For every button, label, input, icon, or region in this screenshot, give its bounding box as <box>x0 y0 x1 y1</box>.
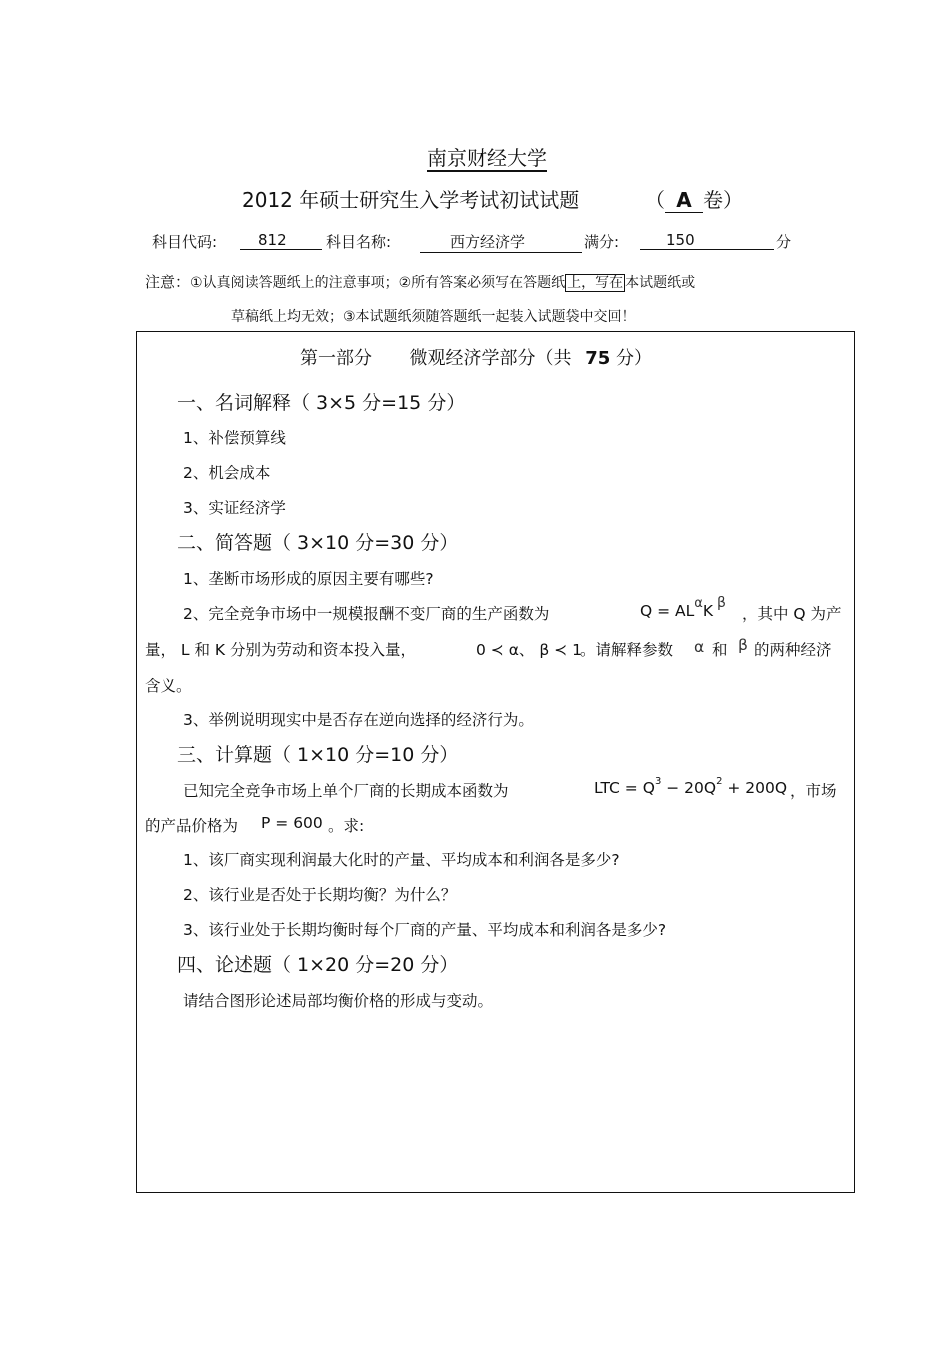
notice-boxed-text: 上，写在 <box>567 275 624 291</box>
notice-label: 注意： <box>145 273 191 291</box>
question-2-2-line-3: 含义。 <box>145 677 192 695</box>
formula-q-al: Q = AL <box>640 602 695 620</box>
paper-type <box>645 184 743 213</box>
price-formula: P = 600 <box>261 814 323 832</box>
question-2-3: 3、举例说明现实中是否存在逆向选择的经济行为。 <box>183 711 534 729</box>
paper-paren-open: （ <box>645 188 665 212</box>
calc-intro-line-2b: 。求: <box>328 817 365 835</box>
list-item: 3、该行业处于长期均衡时每个厂商的产量、平均成本和利润各是多少? <box>183 921 667 939</box>
ltc-formula <box>594 776 788 797</box>
subject-name-label: 科目名称: <box>326 233 392 251</box>
essay-question: 请结合图形论述局部均衡价格的形成与变动。 <box>183 992 494 1010</box>
notice-text-1b: 本试题纸或 <box>625 275 696 291</box>
alpha-symbol: α <box>694 638 705 656</box>
list-item: 1、补偿预算线 <box>183 429 286 447</box>
question-2-2-line-2b: 。请解释参数 <box>580 641 674 659</box>
question-2-2-line-1: 2、完全竞争市场中一规模报酬不变厂商的生产函数为 <box>183 605 550 623</box>
part-title-c: 分） <box>616 348 652 369</box>
question-2-2-line-2c: 的两种经济 <box>754 641 832 659</box>
section-4-title: 四、论述题（ 1×20 分=20 分） <box>177 954 459 976</box>
ltc-exponent-3: 3 <box>654 776 662 787</box>
part-points: 75 <box>585 348 611 369</box>
part-title-b: 微观经济学部分（共 <box>409 348 572 369</box>
subject-code-value: 812 <box>240 231 322 250</box>
list-item: 1、该厂商实现利润最大化时的产量、平均成本和利润各是多少? <box>183 851 620 869</box>
notice-text-1a: ①认真阅读答题纸上的注意事项；②所有答案必须写在答题纸 <box>190 275 566 291</box>
ltc-part-a: LTC = Q <box>594 779 655 797</box>
calc-intro-line-2a: 的产品价格为 <box>145 817 239 835</box>
section-2-title: 二、简答题（ 3×10 分=30 分） <box>177 532 459 554</box>
production-function-formula <box>640 595 726 620</box>
full-score-unit: 分 <box>776 233 792 251</box>
full-score-value: 150 <box>640 231 774 250</box>
subject-code-label: 科目代码: <box>152 233 218 251</box>
ltc-part-c: + 200Q <box>722 779 788 797</box>
section-1-title: 一、名词解释（ 3×5 分=15 分） <box>177 392 466 414</box>
full-score-label: 满分: <box>584 233 620 251</box>
ltc-part-b: − 20Q <box>661 779 717 797</box>
subject-name-value: 西方经济学 <box>420 231 582 253</box>
calc-intro-line-1: 已知完全竞争市场上单个厂商的长期成本函数为 <box>183 782 509 800</box>
part-title <box>300 344 652 370</box>
beta-exponent: β <box>717 595 726 611</box>
formula-k: K <box>702 602 714 620</box>
notice-line-2: 草稿纸上均无效；③本试题纸须随答题纸一起装入试题袋中交回！ <box>231 309 636 325</box>
beta-symbol: β <box>738 636 748 654</box>
and-text: 和 <box>712 641 728 659</box>
exam-title: 2012 年硕士研究生入学考试初试试题 <box>242 188 580 212</box>
part-title-a: 第一部分 <box>300 348 372 369</box>
section-3-title: 三、计算题（ 1×10 分=10 分） <box>177 744 459 766</box>
question-2-2-line-1-end: ，其中 Q 为产 <box>742 605 842 623</box>
list-item: 2、该行业是否处于长期均衡？为什么？ <box>183 886 457 904</box>
question-2-1: 1、垄断市场形成的原因主要有哪些? <box>183 570 434 588</box>
inequality-formula: 0 ≺ α、 β ≺ 1 <box>476 641 582 659</box>
ltc-exponent-2: 2 <box>716 776 723 787</box>
question-2-2-line-2a: 量， L 和 K 分别为劳动和资本投入量， <box>145 641 417 659</box>
alpha-exponent: α <box>694 596 703 611</box>
notice-line-1 <box>145 271 695 292</box>
calc-intro-line-1-end: ，市场 <box>790 782 837 800</box>
paper-letter: A <box>665 188 703 213</box>
list-item: 3、实证经济学 <box>183 499 286 517</box>
paper-suffix: 卷） <box>703 188 743 212</box>
list-item: 2、机会成本 <box>183 464 271 482</box>
university-name: 南京财经大学 <box>427 146 547 170</box>
